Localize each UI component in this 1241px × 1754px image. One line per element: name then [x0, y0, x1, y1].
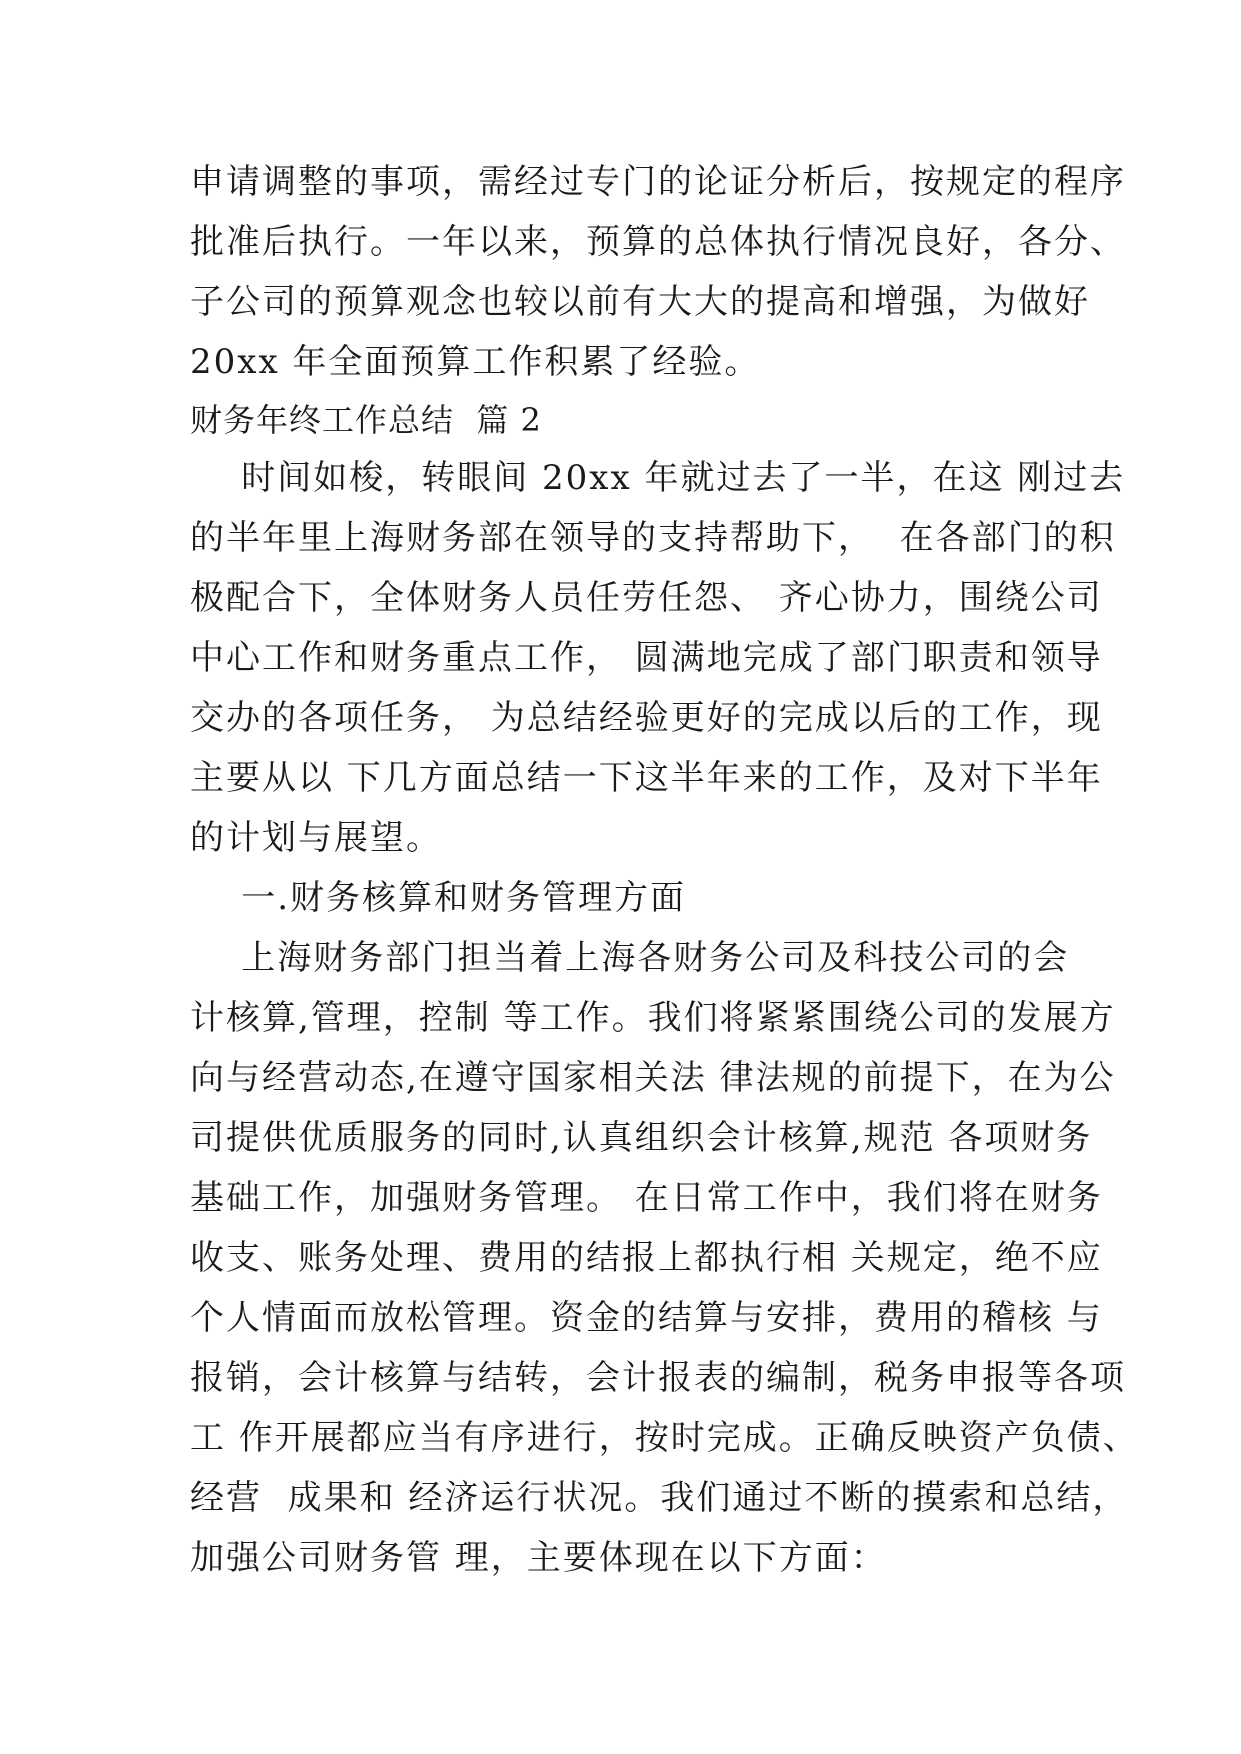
- paragraph-line: 申请调整的事项，需经过专门的论证分析后，按规定的程序: [190, 162, 1126, 202]
- paragraph-line: 极配合下，全体财务人员任劳任怨、 齐心协力，围绕公司: [190, 578, 1103, 618]
- paragraph-line: 主要从以 下几方面总结一下这半年来的工作，及对下半年: [190, 758, 1103, 798]
- paragraph-line: 的半年里上海财务部在领导的支持帮助下， 在各部门的积: [190, 518, 1116, 558]
- paragraph-line: 基础工作，加强财务管理。 在日常工作中，我们将在财务: [190, 1178, 1103, 1218]
- paragraph-line: 工 作开展都应当有序进行，按时完成。正确反映资产负债、: [190, 1418, 1139, 1458]
- subsection-heading: 一.财务核算和财务管理方面: [190, 878, 687, 918]
- paragraph-line: 加强公司财务管 理，主要体现在以下方面：: [190, 1538, 887, 1578]
- paragraph-line: 上海财务部门担当着上海各财务公司及科技公司的会: [190, 938, 1070, 978]
- paragraph-line: 向与经营动态,在遵守国家相关法 律法规的前提下，在为公: [190, 1058, 1116, 1098]
- document-body: [190, 152, 1139, 1588]
- paragraph-line: 交办的各项任务， 为总结经验更好的完成以后的工作，现: [190, 698, 1103, 738]
- paragraph-line: 20xx 年全面预算工作积累了经验。: [190, 342, 761, 382]
- paragraph-line: 司提供优质服务的同时,认真组织会计核算,规范 各项财务: [190, 1118, 1093, 1158]
- paragraph-line: 收支、账务处理、费用的结报上都执行相 关规定，绝不应: [190, 1238, 1103, 1278]
- paragraph-line: 经营 成果和 经济运行状况。我们通过不断的摸索和总结，: [190, 1478, 1129, 1518]
- paragraph-line: 批准后执行。一年以来，预算的总体执行情况良好，各分、: [190, 222, 1126, 262]
- paragraph-line: 个人情面而放松管理。资金的结算与安排，费用的稽核 与: [190, 1298, 1103, 1338]
- section-title: 财务年终工作总结 篇 2: [190, 401, 542, 439]
- paragraph-line: 计核算,管理，控制 等工作。我们将紧紧围绕公司的发展方: [190, 998, 1116, 1038]
- paragraph-line: 时间如梭，转眼间 20xx 年就过去了一半，在这 刚过去: [190, 458, 1126, 498]
- paragraph-line: 子公司的预算观念也较以前有大大的提高和增强，为做好: [190, 282, 1090, 322]
- paragraph-line: 中心工作和财务重点工作， 圆满地完成了部门职责和领导: [190, 638, 1103, 678]
- paragraph-line: 报销，会计核算与结转，会计报表的编制，税务申报等各项: [190, 1358, 1126, 1398]
- paragraph-line: 的计划与展望。: [190, 818, 442, 858]
